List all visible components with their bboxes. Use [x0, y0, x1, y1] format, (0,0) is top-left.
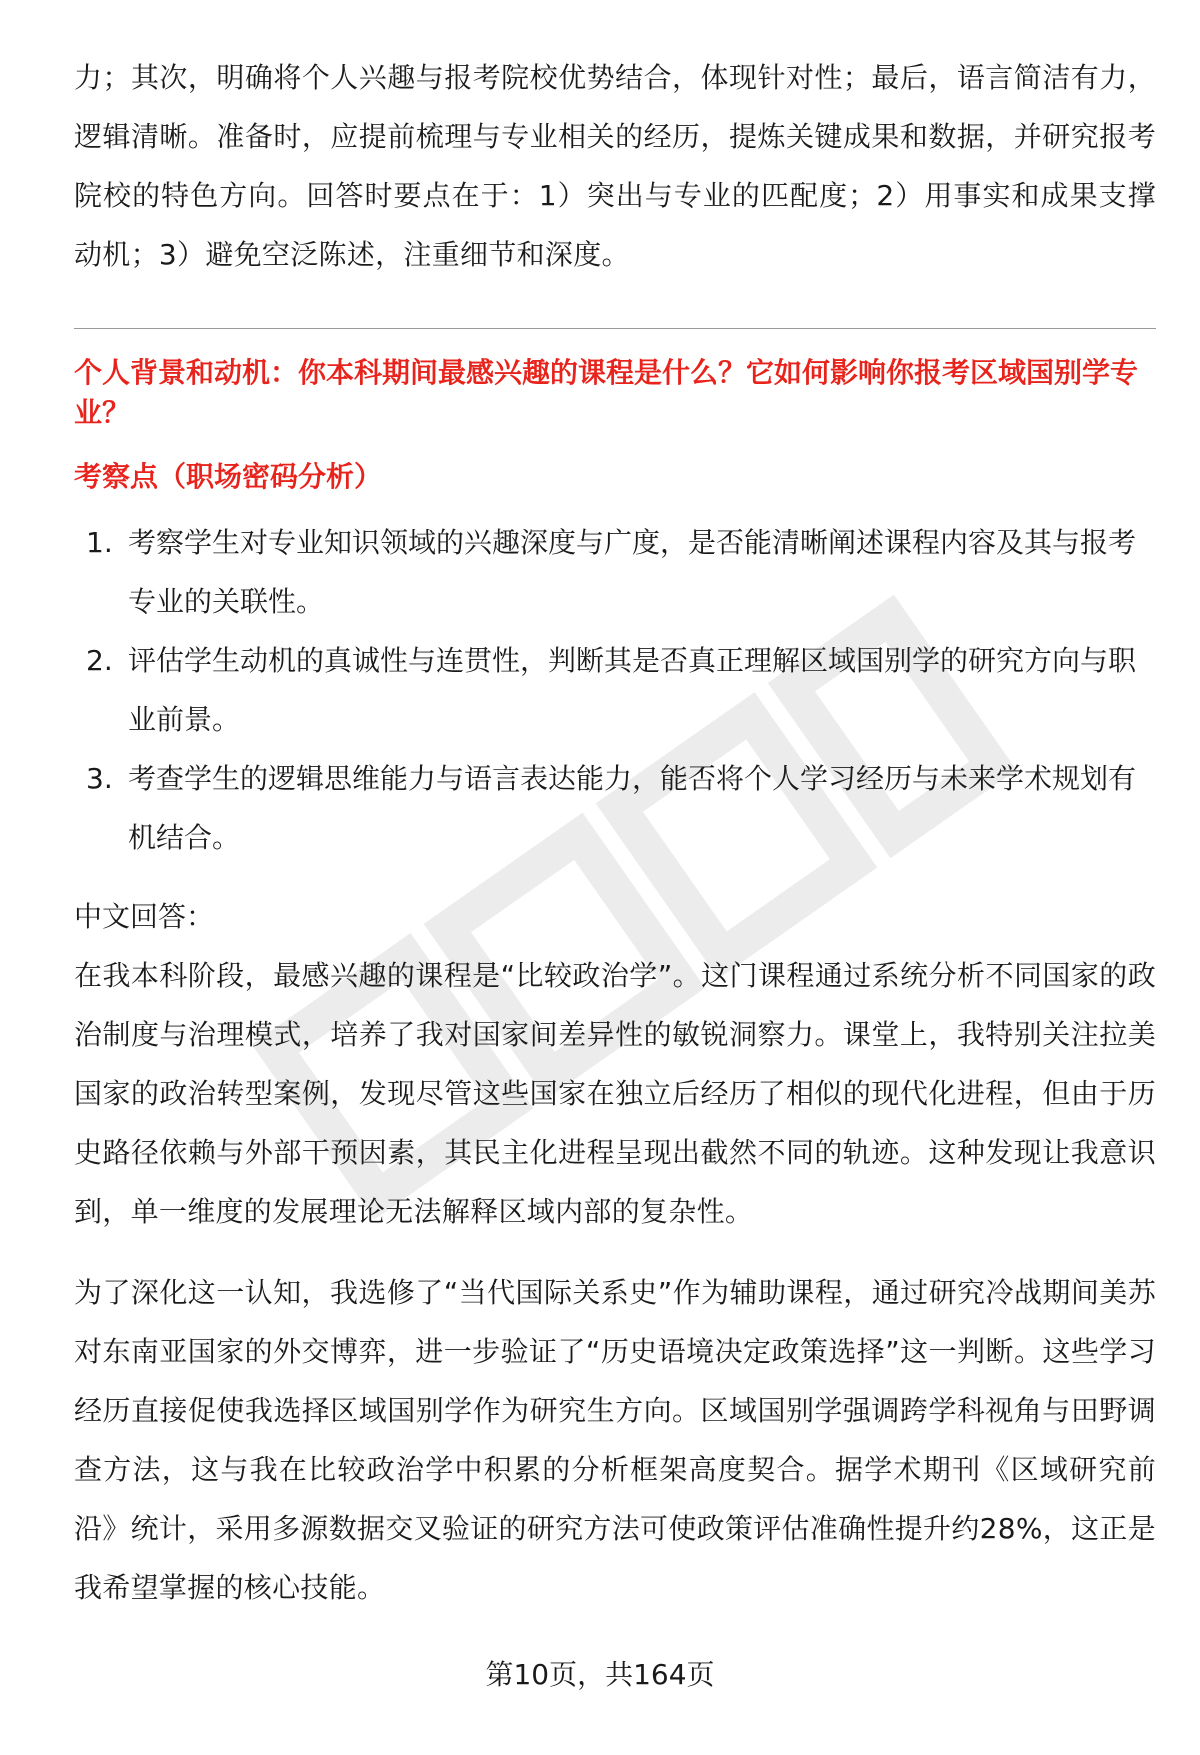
assessment-points-heading: 考察点（职场密码分析） [74, 460, 383, 493]
page-number-footer: 第10页，共164页 [485, 1658, 715, 1691]
assessment-points-list [74, 513, 1156, 867]
page-content [74, 48, 1156, 1617]
answer-paragraph: 为了深化这一认知，我选修了“当代国际关系史”作为辅助课程，通过研究冷战期间美苏对东南亚国家的外交博弈，进一步验证了“历史语境决定政策选择”这一判断。这些学习经历直接促使我选择区域国别学作为研究生方向。区域国别学强调跨学科视角与田野调查方法，这与我在比较政治学中积累的分析框架高度契合。据学术期刊《区域研究前沿》统计，采用多源数据交叉验证的研究方法可使政策评估准确性提升约28%，这正是我希望掌握的核心技能。 [74, 1276, 1156, 1604]
list-item [74, 749, 1156, 867]
intro-paragraph: 力；其次，明确将个人兴趣与报考院校优势结合，体现针对性；最后，语言简洁有力，逻辑清晰。准备时，应提前梳理与专业相关的经历，提炼关键成果和数据，并研究报考院校的特色方向。回答时要点在于：1）突出与专业的匹配度；2）用事实和成果支撑动机；3）避免空泛陈述，注重细节和深度。 [74, 61, 1156, 271]
section-divider [74, 328, 1156, 329]
answer-label: 中文回答： [74, 900, 215, 933]
answer-paragraph: 在我本科阶段，最感兴趣的课程是“比较政治学”。这门课程通过系统分析不同国家的政治制度与治理模式，培养了我对国家间差异性的敏锐洞察力。课堂上，我特别关注拉美国家的政治转型案例，发现尽管这些国家在独立后经历了相似的现代化进程，但由于历史路径依赖与外部干预因素，其民主化进程呈现出截然不同的轨迹。这种发现让我意识到，单一维度的发展理论无法解释区域内部的复杂性。 [74, 959, 1156, 1228]
list-item-text: 考查学生的逻辑思维能力与语言表达能力，能否将个人学习经历与未来学术规划有机结合。 [128, 762, 1137, 854]
list-item [74, 631, 1156, 749]
list-item [74, 513, 1156, 631]
list-item-number: 3. [86, 762, 113, 795]
list-item-text: 评估学生动机的真诚性与连贯性，判断其是否真正理解区域国别学的研究方向与职业前景。 [128, 644, 1137, 736]
question-heading: 个人背景和动机：你本科期间最感兴趣的课程是什么？它如何影响你报考区域国别学专业？ [74, 356, 1139, 429]
list-item-number: 2. [86, 644, 113, 677]
list-item-number: 1. [86, 526, 113, 559]
list-item-text: 考察学生对专业知识领域的兴趣深度与广度，是否能清晰阐述课程内容及其与报考专业的关联性。 [128, 526, 1137, 618]
